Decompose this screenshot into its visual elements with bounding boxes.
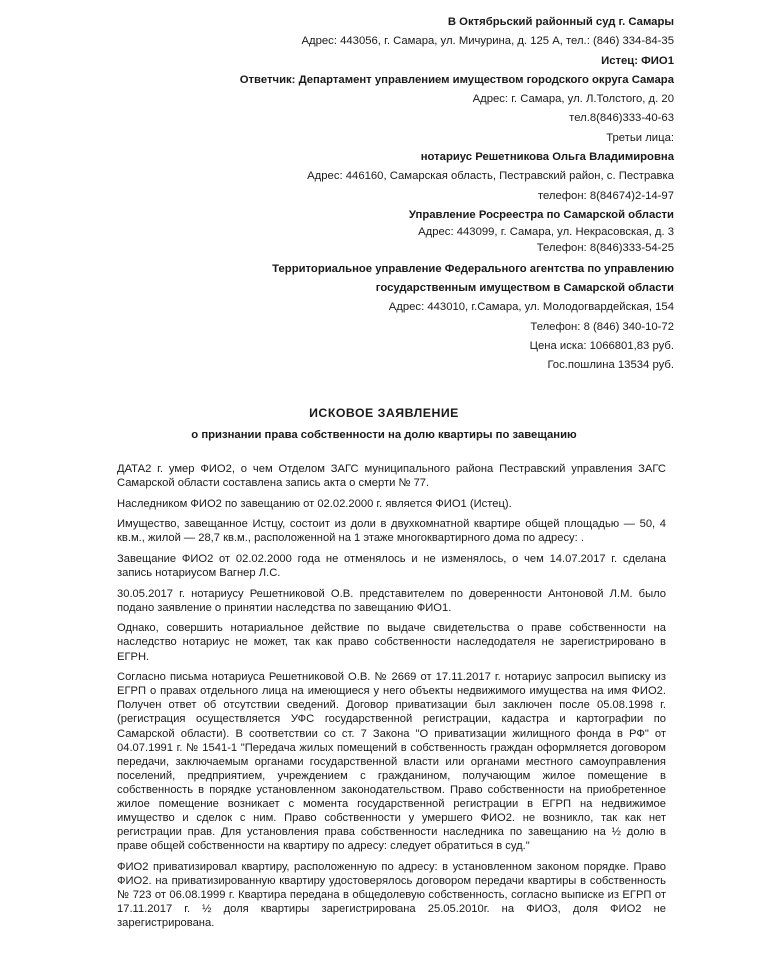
document-body: [117, 462, 666, 930]
header-line-rosimushchestvo-1: Территориальное управление Федерального агентства по управлению: [272, 262, 674, 275]
header-line-notary-address: Адрес: 446160, Самарская область, Пестравский район, с. Пестравка: [307, 170, 674, 183]
header-line-state-duty: Гос.пошлина 13534 руб.: [547, 359, 674, 372]
body-paragraph-privatization: ФИО2 приватизировал квартиру, расположенную по адресу: в установленном законом порядке. Право ФИО2. на приватизированную квартиру удостоверялось договором передачи квартиры в собственность № 723 от 06.08.1999 г. Квартира передана в общедолевую собственность, согласно выписке из ЕГРП от 17.11.2017 г. ½ доля квартиры зарегистрирована 25.05.2010г. на ФИО3, доля ФИО2 не зарегистрирована.: [117, 860, 666, 930]
header-line-court: В Октябрьский районный суд г. Самары: [447, 16, 674, 28]
header-line-rosreestr-phone: Телефон: 8(846)333-54-25: [536, 241, 674, 254]
header-line-rosimushchestvo-2: государственным имуществом в Самарской области: [375, 282, 674, 295]
document-header-addressee-block: [100, 13, 674, 376]
body-paragraph-acceptance-filed: 30.05.2017 г. нотариусу Решетниковой О.В. представителем по доверенности Антоновой Л.М. было подано заявление о принятии наследства по завещанию ФИО1.: [117, 587, 666, 614]
body-paragraph-will-unchanged: Завещание ФИО2 от 02.02.2000 года не отменялось и не изменялось, о чем 14.07.2017 г. сделана запись нотариусом Вагнер Л.С.: [117, 552, 666, 580]
header-line-rosreestr: Управление Росреестра по Самарской области: [408, 208, 674, 221]
body-paragraph-death-record: ДАТА2 г. умер ФИО2, о чем Отделом ЗАГС муниципального района Пестравский управления ЗАГС Самарской области составлена запись акта о смерти № 77.: [117, 463, 666, 490]
header-line-plaintiff: Истец: ФИО1: [601, 54, 674, 67]
header-line-third-parties-label: Третьи лица:: [606, 131, 674, 144]
body-paragraph-property-description: Имущество, завещанное Истцу, состоит из доли в двухкомнатной квартире общей площадью — 50, 4 кв.м., жилой — 28,7 кв.м., расположенной на 1 этаже многоквартирного дома по адресу: .: [117, 518, 666, 545]
header-line-notary-name: нотариус Решетникова Ольга Владимировна: [420, 151, 674, 164]
body-paragraph-heir: Наследником ФИО2 по завещанию от 02.02.2000 г. является ФИО1 (Истец).: [117, 497, 512, 510]
page-subtitle: о признании права собственности на долю квартиры по завещанию: [191, 429, 577, 441]
header-line-claim-value: Цена иска: 1066801,83 руб.: [529, 340, 674, 353]
body-paragraph-legal-grounds: Согласно письма нотариуса Решетниковой О.В. № 2669 от 17.11.2017 г. нотариус запросил выписку из ЕГРП о правах отдельного лица на имеющиеся у него объекты недвижимого имущества на имя ФИО2. Получен ответ об отсутствии сведений. Договор приватизации был заключен после 05.08.1998 г. (регистрация осуществляется УФС государственной регистрации, кадастра и картографии по Самарской области). В соответствии со ст. 7 Закона "О приватизации жилищного фонда в РФ" от 04.07.1991 г. № 1541-1 "Передача жилых помещений в собственность граждан оформляется договором передачи, заключаемым органами государственной власти или органами местного самоуправления поселений, предприятием, учреждением с гражданином, получающим жилое помещение в собственность в порядке установленном законодательством. Право собственности на приобретенное жилое помещение возникает с момента государственной регистрации в ЕГРП на недвижимое имущество и сделок с ним. Право собственности у умершего ФИО2. не возникло, так как нет регистрации прав. Для установления права собственности наследника по завещанию на ½ долю в праве общей собственности на квартиру по адресу: следует обратиться в суд.": [117, 671, 666, 853]
header-line-court-address: Адрес: 443056, г. Самара, ул. Мичурина, д. 125 А, тел.: (846) 334-84-35: [301, 35, 674, 48]
header-line-defendant-address: Адрес: г. Самара, ул. Л.Толстого, д. 20: [472, 93, 674, 106]
header-line-rosreestr-address: Адрес: 443099, г. Самара, ул. Некрасовская, д. 3: [418, 226, 674, 239]
page-title: ИСКОВОЕ ЗАЯВЛЕНИЕ: [309, 406, 459, 420]
header-line-rosimushchestvo-phone: Телефон: 8 (846) 340-10-72: [530, 320, 674, 333]
header-line-rosimushchestvo-address: Адрес: 443010, г.Самара, ул. Молодогвардейская, 154: [388, 301, 674, 314]
body-paragraph-notary-refusal: Однако, совершить нотариальное действие по выдаче свидетельства о праве собственности на наследство нотариус не может, так как право собственности наследодателя не зарегистрировано в ЕГРН.: [117, 622, 666, 663]
header-line-defendant-phone: тел.8(846)333-40-63: [569, 112, 674, 125]
header-line-defendant: Ответчик: Департамент управлением имуществом городского округа Самара: [239, 73, 674, 86]
header-line-notary-phone: телефон: 8(84674)2-14-97: [537, 189, 674, 202]
document-title-block: [84, 403, 684, 445]
